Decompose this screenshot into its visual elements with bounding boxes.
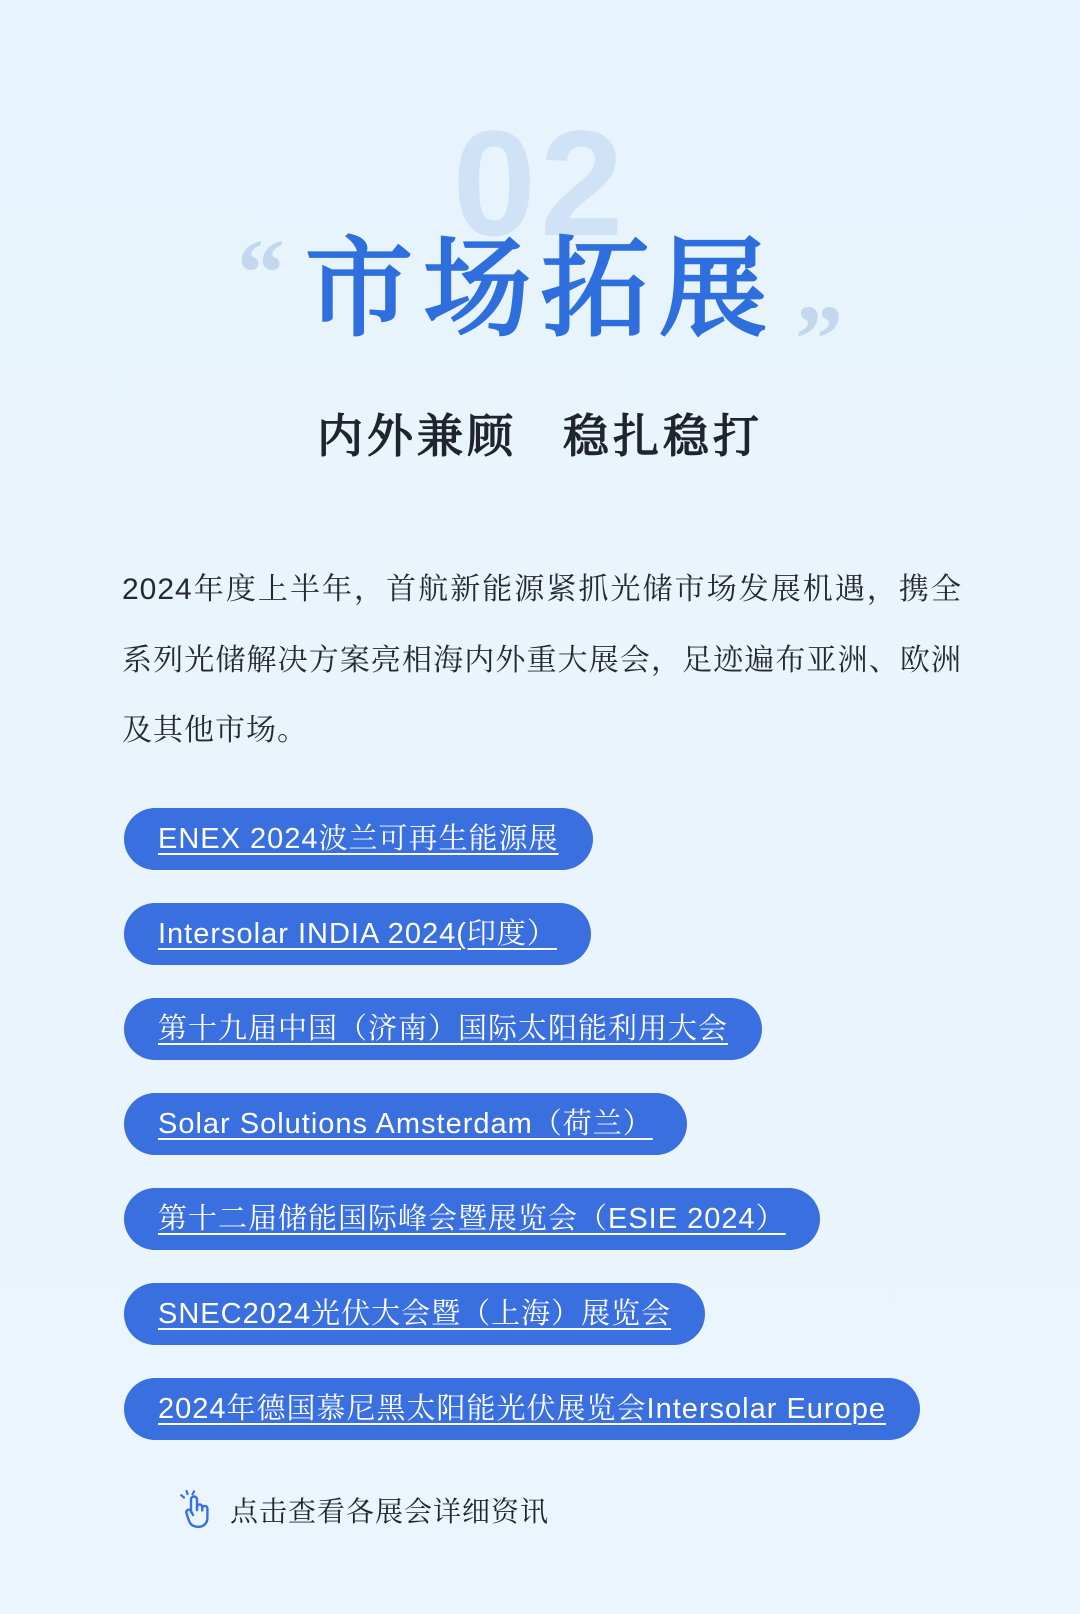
page-subtitle — [0, 400, 1080, 466]
exhibition-label: ENEX 2024波兰可再生能源展 — [158, 823, 559, 855]
hint-label: 点击查看各展会详细资讯 — [230, 1496, 550, 1527]
body-paragraph: 2024年度上半年，首航新能源紧抓光储市场发展机遇，携全系列光储解决方案亮相海内外重大展会，足迹遍布亚洲、欧洲及其他市场。 — [122, 573, 962, 747]
list-item[interactable] — [124, 1378, 920, 1440]
exhibition-list — [124, 808, 974, 1473]
list-item[interactable] — [124, 998, 762, 1060]
list-item[interactable] — [124, 903, 591, 965]
subtitle-left: 内外兼顾 — [317, 410, 517, 462]
list-item[interactable] — [124, 1188, 820, 1250]
exhibition-label: 第十九届中国（济南）国际太阳能利用大会 — [158, 1013, 729, 1045]
section-number: 02 — [452, 99, 628, 267]
exhibition-label: SNEC2024光伏大会暨（上海）展览会 — [158, 1298, 672, 1330]
list-item[interactable] — [124, 1093, 687, 1155]
title-row — [0, 219, 1080, 392]
subtitle-right: 稳扎稳打 — [563, 410, 763, 462]
click-hint — [178, 1490, 549, 1530]
header-section — [0, 0, 1080, 500]
exhibition-label: 第十二届储能国际峰会暨展览会（ESIE 2024） — [158, 1203, 786, 1235]
exhibition-label: 2024年德国慕尼黑太阳能光伏展览会Intersolar Europe — [158, 1393, 886, 1425]
quote-open-icon: “ — [236, 219, 285, 326]
list-item[interactable] — [124, 1283, 705, 1345]
page-title: 市场拓展 — [304, 228, 777, 349]
exhibition-label: Solar Solutions Amsterdam（荷兰） — [158, 1108, 653, 1140]
quote-close-icon: ” — [795, 285, 843, 392]
exhibition-label: Intersolar INDIA 2024(印度） — [158, 918, 557, 950]
list-item[interactable] — [124, 808, 593, 870]
pointing-hand-icon — [178, 1490, 216, 1530]
